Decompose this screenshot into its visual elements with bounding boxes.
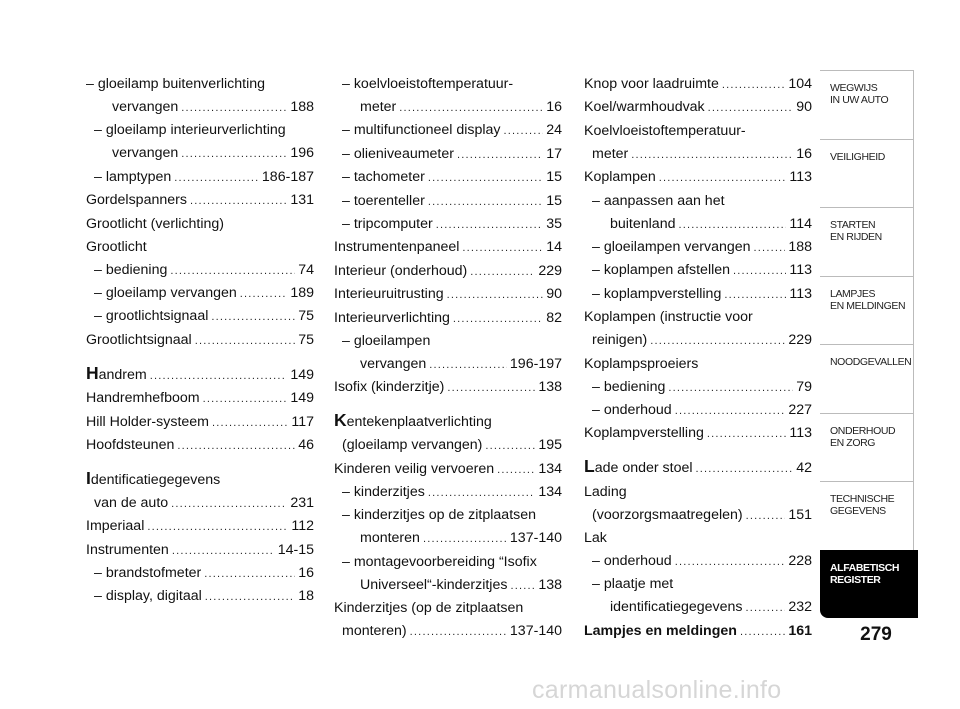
- index-entry: [334, 74, 562, 94]
- index-entry: [334, 237, 562, 258]
- leader-dots: [447, 378, 535, 398]
- index-entry-label: ade onder stoel: [594, 460, 693, 477]
- leader-dots: [171, 494, 287, 514]
- index-entry: [584, 621, 812, 642]
- index-page-ref[interactable]: 104: [788, 76, 812, 92]
- index-entry: [334, 191, 562, 212]
- section-tab[interactable]: [820, 344, 918, 413]
- index-page-ref[interactable]: 229: [538, 262, 562, 279]
- index-entry-text: – koplampen afstellen: [592, 262, 731, 279]
- index-entry-text: – gloeilampen vervangen: [592, 238, 751, 255]
- index-entry: [334, 331, 562, 351]
- leader-dots: [177, 436, 295, 456]
- index-entry: [86, 120, 314, 140]
- leader-dots: [708, 98, 794, 118]
- index-entry-label: entekenplaatverlichting: [346, 414, 492, 431]
- index-page-ref[interactable]: 117: [291, 413, 314, 430]
- leader-dots: [410, 622, 507, 642]
- leader-dots: [631, 145, 793, 165]
- index-entry: [334, 575, 562, 596]
- index-entry: [584, 97, 812, 118]
- index-entry-text: – brandstofmeter: [94, 565, 202, 582]
- index-page-ref[interactable]: 16: [298, 565, 314, 582]
- index-entry-text: – olieniveaumeter: [342, 145, 454, 162]
- index-entry-text: van de auto: [94, 494, 169, 511]
- index-entry: [334, 354, 562, 375]
- index-entry-text: – gloeilampen: [342, 332, 431, 349]
- index-entry-text: – kinderzitjes op de zitplaatsen: [342, 507, 537, 524]
- section-tab[interactable]: [820, 276, 918, 345]
- index-page-ref[interactable]: 90: [796, 99, 812, 116]
- leader-dots: [724, 285, 786, 305]
- index-entry-text: Imperiaal: [86, 518, 145, 535]
- index-page-ref[interactable]: 227: [788, 401, 812, 418]
- index-page-ref[interactable]: 195: [538, 437, 562, 454]
- index-entry-text: buitenland: [610, 215, 676, 232]
- index-entry-text: – grootlichtsignaal: [94, 308, 209, 325]
- index-entry: [584, 597, 812, 618]
- index-entry-text: Grootlichtsignaal: [86, 331, 192, 348]
- section-tab[interactable]: [820, 139, 918, 208]
- section-tab-label: WEGWIJS IN UW AUTO: [830, 82, 889, 106]
- index-page-ref[interactable]: 14-15: [277, 541, 314, 558]
- leader-dots: [678, 215, 786, 235]
- leader-dots: [707, 424, 787, 444]
- index-entry: [86, 435, 314, 456]
- index-entry: [334, 621, 562, 642]
- index-entry-text: – gloeilamp vervangen: [94, 284, 237, 301]
- index-entry-text: – multifunctioneel display: [342, 122, 501, 139]
- index-entry: [334, 377, 562, 398]
- index-entry: [584, 551, 812, 572]
- index-page-ref[interactable]: 232: [788, 599, 812, 616]
- index-page-ref[interactable]: 113: [789, 262, 812, 279]
- index-entry-text: – gloeilamp buitenverlichting: [86, 76, 266, 92]
- leader-dots: [650, 331, 785, 351]
- index-entry: [334, 167, 562, 188]
- index-entry-label: dentificatiegegevens: [90, 471, 221, 488]
- leader-dots: [722, 75, 785, 95]
- index-entry: [584, 354, 812, 374]
- index-page-ref[interactable]: 229: [788, 332, 812, 349]
- index-entry-text: – kinderzitjes: [342, 484, 425, 501]
- index-entry: [86, 516, 314, 537]
- index-page-ref[interactable]: 15: [546, 169, 562, 186]
- index-entry: [584, 260, 812, 281]
- section-tab[interactable]: [820, 481, 918, 550]
- leader-dots: [746, 598, 786, 618]
- index-entry-text: Gordelspanners: [86, 192, 187, 209]
- index-page-ref[interactable]: 113: [789, 285, 812, 302]
- index-page-ref[interactable]: 196-197: [509, 355, 562, 372]
- index-page-ref[interactable]: 137-140: [509, 530, 562, 547]
- index-page-ref[interactable]: 188: [290, 99, 314, 115]
- index-entry-text: (gloeilamp vervangen): [342, 437, 483, 454]
- index-entry: [334, 505, 562, 525]
- index-entry-text: Instrumentenpaneel: [334, 239, 460, 256]
- index-page-ref[interactable]: 189: [290, 284, 314, 301]
- index-entry: [86, 412, 314, 433]
- index-entry: [334, 528, 562, 549]
- index-entry: [584, 144, 812, 165]
- index-entry: [584, 528, 812, 548]
- leader-dots: [204, 564, 295, 584]
- index-entry-text: Lampjes en meldingen: [584, 622, 737, 639]
- index-page-ref[interactable]: 151: [788, 506, 812, 523]
- index-page-ref[interactable]: 138: [538, 576, 562, 593]
- index-entry: [86, 260, 314, 281]
- leader-dots: [746, 506, 786, 526]
- section-tab-label: STARTEN EN RIJDEN: [830, 219, 882, 243]
- index-entry-text: monteren): [342, 623, 407, 640]
- leader-dots: [174, 168, 259, 188]
- index-entry-text: vervangen: [360, 355, 427, 372]
- index-entry: [584, 574, 812, 594]
- index-entry: [334, 552, 562, 572]
- index-entry: [334, 120, 562, 141]
- leader-dots: [211, 307, 295, 327]
- index-entry: [584, 214, 812, 235]
- page-number: 279: [860, 624, 892, 645]
- index-entry: [86, 97, 314, 118]
- index-entry-text: Interieuruitrusting: [334, 286, 444, 303]
- leader-dots: [740, 622, 785, 642]
- index-entry-text: – aanpassen aan het: [592, 192, 725, 209]
- index-entry-text: Instrumenten: [86, 541, 169, 558]
- index-entry-text: – onderhoud: [592, 553, 672, 570]
- index-entry-text: Koplampen (instructie voor: [584, 309, 753, 326]
- index-entry-text: Universeel“-kinderzitjes: [360, 576, 508, 593]
- index-entry: [584, 456, 812, 479]
- index-entry-text: – gloeilamp interieurverlichting: [94, 122, 286, 139]
- leader-dots: [470, 262, 535, 282]
- index-entry-text: – lamptypen: [94, 168, 172, 185]
- section-tab-label: ONDERHOUD EN ZORG: [830, 424, 896, 449]
- section-tab-label: VEILIGHEID: [830, 150, 885, 163]
- leader-dots: [447, 285, 544, 305]
- index-entry-text: Interieurverlichting: [334, 309, 450, 326]
- leader-dots: [453, 309, 543, 329]
- leader-dots: [462, 238, 543, 258]
- index-entry: [86, 563, 314, 584]
- index-entry-text: vervangen: [112, 145, 179, 162]
- section-tab-label: ALFABETISCH REGISTER: [830, 561, 900, 586]
- index-entry-text: [584, 456, 693, 478]
- index-entry: [86, 540, 314, 561]
- index-entry-text: Lak: [584, 530, 607, 547]
- index-entry: [86, 237, 314, 257]
- leader-dots: [181, 98, 287, 118]
- index-entry: [334, 435, 562, 456]
- index-page-ref[interactable]: 46: [298, 436, 314, 453]
- index-page-ref[interactable]: 186-187: [261, 168, 314, 185]
- leader-dots: [668, 378, 793, 398]
- index-entry-text: [334, 410, 492, 432]
- index-entry-text: Koplampverstelling: [584, 425, 704, 442]
- leader-dots: [181, 144, 287, 164]
- leader-dots: [675, 401, 786, 421]
- index-page-ref[interactable]: 79: [796, 378, 812, 395]
- index-page-ref[interactable]: 131: [290, 192, 314, 209]
- leader-dots: [675, 552, 786, 572]
- index-entry-text: identificatiegegevens: [610, 599, 743, 616]
- index-page-ref[interactable]: 15: [546, 192, 562, 209]
- index-page-ref[interactable]: 16: [796, 145, 812, 162]
- index-column-3: [584, 74, 812, 644]
- index-entry: [584, 121, 812, 141]
- index-entry: [86, 493, 314, 514]
- index-entry-text: Kinderzitjes (op de zitplaatsen: [334, 600, 524, 617]
- index-entry: [86, 214, 314, 234]
- leader-dots: [195, 331, 296, 351]
- index-letter-initial: L: [584, 456, 595, 477]
- leader-dots: [510, 576, 535, 596]
- index-page-ref[interactable]: 17: [546, 145, 562, 162]
- index-entry-text: reinigen): [592, 332, 648, 349]
- index-entry: [86, 74, 314, 94]
- index-page-ref[interactable]: 149: [290, 366, 314, 383]
- section-tab[interactable]: [820, 207, 918, 276]
- leader-dots: [170, 261, 295, 281]
- index-entry: [584, 423, 812, 444]
- leader-dots: [240, 284, 288, 304]
- index-column-1: [86, 74, 314, 610]
- index-page-ref[interactable]: 24: [546, 122, 562, 139]
- index-entry-text: monteren: [360, 530, 420, 547]
- index-entry-text: Hoofdsteunen: [86, 436, 175, 453]
- index-letter-initial: I: [86, 467, 91, 488]
- index-entry-text: Koel/warmhoudvak: [584, 99, 705, 116]
- index-entry-text: meter: [592, 145, 629, 162]
- leader-dots: [428, 192, 543, 212]
- index-entry-text: Grootlicht (verlichting): [86, 215, 224, 232]
- index-page-ref[interactable]: 228: [788, 553, 812, 570]
- section-tab[interactable]: [820, 550, 918, 619]
- index-page-ref[interactable]: 14: [546, 239, 562, 256]
- index-entry: [334, 144, 562, 165]
- index-page-ref[interactable]: 82: [546, 309, 562, 326]
- index-entry-text: – bediening: [592, 378, 666, 395]
- index-page-ref[interactable]: 114: [789, 215, 812, 232]
- index-entry-text: Koplampen: [584, 169, 656, 186]
- index-letter-initial: K: [334, 410, 347, 431]
- index-entry: [584, 191, 812, 211]
- index-entry-text: – bediening: [94, 261, 168, 278]
- section-tabs: [820, 70, 918, 618]
- leader-dots: [150, 366, 288, 386]
- index-entry-text: Hill Holder-systeem: [86, 413, 209, 430]
- index-page-ref[interactable]: 196: [290, 145, 314, 162]
- index-entry: [86, 330, 314, 351]
- index-entry: [584, 307, 812, 327]
- index-entry: [584, 505, 812, 526]
- index-entry-text: Isofix (kinderzitje): [334, 379, 445, 396]
- index-entry-text: Kinderen veilig vervoeren: [334, 460, 495, 477]
- index-entry-text: – tripcomputer: [342, 215, 433, 232]
- index-page-ref[interactable]: 138: [538, 379, 562, 396]
- index-entry-text: Koelvloeistoftemperatuur-: [584, 122, 746, 139]
- index-entry: [86, 190, 314, 211]
- index-entry-text: – toerenteller: [342, 192, 425, 209]
- index-entry-text: Grootlicht: [86, 238, 147, 255]
- leader-dots: [212, 413, 288, 433]
- index-page-ref[interactable]: 18: [298, 588, 314, 605]
- index-entry: [86, 586, 314, 607]
- index-entry-text: – koplampverstelling: [592, 285, 722, 302]
- index-letter-initial: H: [86, 362, 99, 383]
- leader-dots: [754, 238, 786, 258]
- index-page-ref[interactable]: 35: [546, 215, 562, 232]
- index-entry: [334, 97, 562, 118]
- index-page-ref[interactable]: 74: [298, 261, 314, 278]
- index-entry: [584, 482, 812, 502]
- index-entry-text: – montagevoorbereiding “Isofix: [342, 553, 537, 570]
- leader-dots: [696, 459, 794, 479]
- leader-dots: [436, 215, 544, 235]
- index-entry: [86, 388, 314, 409]
- index-entry: [334, 308, 562, 329]
- index-entry: [334, 482, 562, 503]
- leader-dots: [733, 261, 786, 281]
- index-entry-text: – display, digitaal: [94, 588, 202, 605]
- index-entry: [584, 237, 812, 258]
- index-entry: [86, 306, 314, 327]
- index-entry-text: Interieur (onderhoud): [334, 262, 468, 279]
- section-tab[interactable]: [820, 413, 918, 482]
- index-entry-text: Handremhefboom: [86, 390, 200, 407]
- index-entry: [584, 400, 812, 421]
- leader-dots: [428, 168, 543, 188]
- leader-dots: [429, 355, 507, 375]
- index-page-ref[interactable]: 188: [788, 238, 812, 255]
- index-entry-label: andrem: [98, 366, 147, 383]
- index-entry-text: – onderhoud: [592, 401, 672, 418]
- index-entry-text: [86, 468, 220, 490]
- index-entry: [584, 330, 812, 351]
- index-entry-text: Lading: [584, 483, 627, 500]
- index-entry: [86, 283, 314, 304]
- index-page-ref[interactable]: 113: [789, 169, 812, 186]
- index-page-ref[interactable]: 231: [290, 494, 314, 511]
- index-entry: [86, 468, 314, 490]
- index-page-ref[interactable]: 90: [546, 286, 562, 303]
- index-entry: [334, 598, 562, 618]
- leader-dots: [497, 460, 535, 480]
- leader-dots: [205, 587, 295, 607]
- watermark: carmanualsonline.info: [532, 676, 782, 704]
- index-entry: [334, 459, 562, 480]
- index-entry: [86, 143, 314, 164]
- leader-dots: [203, 389, 288, 409]
- section-tab[interactable]: [820, 70, 918, 139]
- leader-dots: [399, 98, 543, 118]
- leader-dots: [485, 436, 535, 456]
- index-entry: [86, 167, 314, 188]
- leader-dots: [457, 145, 543, 165]
- leader-dots: [659, 168, 787, 188]
- index-page-ref[interactable]: 149: [290, 390, 314, 407]
- index-page-ref[interactable]: 112: [291, 518, 314, 535]
- leader-dots: [423, 529, 507, 549]
- index-entry-text: Koplampsproeiers: [584, 355, 699, 372]
- index-page-ref[interactable]: 16: [546, 99, 562, 115]
- index-page-ref[interactable]: 75: [298, 308, 314, 325]
- index-entry: [86, 363, 314, 386]
- index-entry-text: vervangen: [112, 99, 179, 115]
- index-entry-text: Knop voor laadruimte: [584, 76, 719, 92]
- leader-dots: [147, 517, 288, 537]
- index-entry: [334, 410, 562, 432]
- leader-dots: [172, 541, 275, 561]
- index-entry-text: – plaatje met: [592, 576, 674, 593]
- index-entry-text: – koelvloeistoftemperatuur-: [342, 76, 514, 92]
- section-tab-label: TECHNISCHE GEGEVENS: [830, 493, 895, 517]
- index-page-ref[interactable]: 134: [538, 484, 562, 501]
- index-entry: [584, 377, 812, 398]
- leader-dots: [190, 191, 287, 211]
- section-tab-label: NOODGEVALLEN: [830, 356, 912, 368]
- index-page-ref[interactable]: 137-140: [509, 623, 562, 640]
- index-entry: [334, 261, 562, 282]
- index-entry: [334, 214, 562, 235]
- index-entry-text: – tachometer: [342, 169, 425, 186]
- index-entry: [584, 167, 812, 188]
- index-entry: [584, 284, 812, 305]
- index-page-ref[interactable]: 161: [788, 622, 812, 639]
- index-page-ref[interactable]: 113: [789, 425, 812, 442]
- leader-dots: [428, 483, 536, 503]
- index-page-ref[interactable]: 134: [538, 460, 562, 477]
- index-entry-text: meter: [360, 99, 397, 115]
- leader-dots: [504, 121, 544, 141]
- index-page-ref[interactable]: 75: [298, 331, 314, 348]
- index-entry-text: [86, 363, 147, 385]
- index-entry-text: (voorzorgsmaatregelen): [592, 506, 743, 523]
- index-entry: [334, 284, 562, 305]
- index-entry: [584, 74, 812, 95]
- section-tab-label: LAMPJES EN MELDINGEN: [830, 287, 906, 312]
- index-column-2: [334, 74, 562, 645]
- index-page-ref[interactable]: 42: [796, 460, 812, 477]
